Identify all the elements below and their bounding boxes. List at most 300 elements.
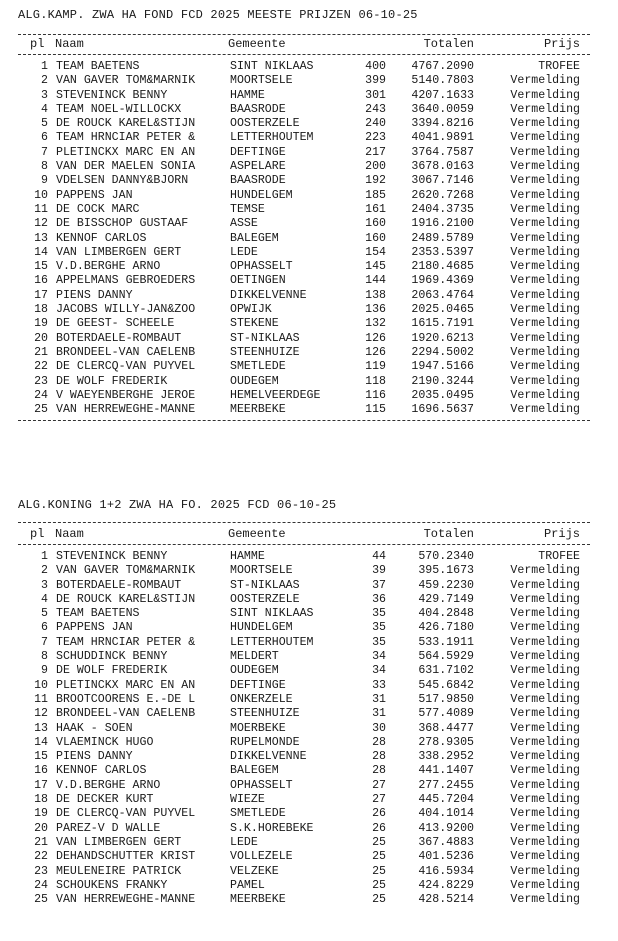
header-pl: pl	[30, 37, 45, 51]
table-row	[18, 203, 590, 217]
count-cell: 160	[365, 231, 386, 245]
name-cell: SCHUDDINCK BENNY	[56, 650, 168, 664]
totalen-cell: 2063.4764	[411, 288, 474, 302]
totalen-cell: 2025.0465	[411, 303, 474, 317]
rank-cell: 25	[34, 893, 48, 907]
table-header	[18, 37, 590, 54]
count-cell: 223	[365, 131, 386, 145]
rank-cell: 20	[34, 331, 48, 345]
name-cell: DE CLERCQ-VAN PUYVEL	[56, 807, 196, 821]
count-cell: 25	[372, 878, 386, 892]
rank-cell: 8	[41, 160, 48, 174]
rank-cell: 9	[41, 174, 48, 188]
name-cell: MEULENEIRE PATRICK	[56, 864, 182, 878]
count-cell: 136	[365, 303, 386, 317]
table-row	[18, 836, 590, 850]
prijs-cell: Vermelding	[510, 664, 580, 678]
gemeente-cell: LEDE	[230, 835, 258, 849]
count-cell: 118	[365, 374, 386, 388]
count-cell: 116	[365, 388, 386, 402]
totalen-cell: 533.1911	[418, 635, 474, 649]
count-cell: 35	[372, 621, 386, 635]
rank-cell: 13	[34, 721, 48, 735]
rank-cell: 14	[34, 735, 48, 749]
name-cell: PAREZ-V D WALLE	[56, 821, 161, 835]
totalen-cell: 570.2340	[418, 550, 474, 563]
rank-cell: 17	[34, 288, 48, 302]
table-row	[18, 332, 590, 346]
divider	[18, 420, 590, 421]
table-row	[18, 60, 590, 74]
prijs-cell: Vermelding	[510, 231, 580, 245]
gemeente-cell: MOORTSELE	[230, 74, 293, 88]
rank-cell: 18	[34, 303, 48, 317]
header-gemeente: Gemeente	[228, 37, 286, 51]
gemeente-cell: OPHASSELT	[230, 260, 293, 274]
prijs-cell: Vermelding	[510, 345, 580, 359]
totalen-cell: 1920.6213	[411, 331, 474, 345]
rank-cell: 5	[41, 117, 48, 131]
name-cell: DE ROUCK KAREL&STIJN	[56, 592, 196, 606]
rank-cell: 22	[34, 360, 48, 374]
table-row	[18, 779, 590, 793]
count-cell: 31	[372, 692, 386, 706]
gemeente-cell: ST-NIKLAAS	[230, 578, 300, 592]
table-row	[18, 579, 590, 593]
count-cell: 126	[365, 345, 386, 359]
table-row	[18, 403, 590, 417]
table-row	[18, 117, 590, 131]
prijs-cell: Vermelding	[510, 202, 580, 216]
totalen-cell: 277.2455	[418, 778, 474, 792]
name-cell: BROOTCOORENS E.-DE L	[56, 692, 196, 706]
name-cell: VAN GAVER TOM&MARNIK	[56, 74, 196, 88]
prijs-cell: Vermelding	[510, 678, 580, 692]
count-cell: 138	[365, 288, 386, 302]
count-cell: 31	[372, 707, 386, 721]
totalen-cell: 4207.1633	[411, 88, 474, 102]
gemeente-cell: BAASRODE	[230, 102, 286, 116]
gemeente-cell: SINT NIKLAAS	[230, 60, 314, 73]
name-cell: TEAM HRNCIAR PETER &	[56, 131, 196, 145]
totalen-cell: 2489.5789	[411, 231, 474, 245]
totalen-cell: 3394.8216	[411, 117, 474, 131]
totalen-cell: 428.5214	[418, 893, 474, 907]
name-cell: VDELSEN DANNY&BJORN	[56, 174, 189, 188]
name-cell: TEAM NOEL-WILLOCKX	[56, 102, 182, 116]
prijs-cell: Vermelding	[510, 592, 580, 606]
name-cell: DE GEEST- SCHEELE	[56, 317, 175, 331]
gemeente-cell: OOSTERZELE	[230, 117, 300, 131]
name-cell: DE DECKER KURT	[56, 793, 154, 807]
prijs-cell: TROFEE	[538, 550, 580, 563]
rank-cell: 12	[34, 217, 48, 231]
gemeente-cell: OUDEGEM	[230, 664, 279, 678]
totalen-cell: 413.9200	[418, 821, 474, 835]
totalen-cell: 278.9305	[418, 735, 474, 749]
rank-cell: 25	[34, 403, 48, 417]
totalen-cell: 2294.5002	[411, 345, 474, 359]
rank-cell: 10	[34, 188, 48, 202]
count-cell: 26	[372, 821, 386, 835]
count-cell: 144	[365, 274, 386, 288]
rank-cell: 1	[41, 550, 48, 563]
name-cell: VAN HERREWEGHE-MANNE	[56, 403, 196, 417]
rank-cell: 15	[34, 750, 48, 764]
prijs-cell: Vermelding	[510, 735, 580, 749]
prijs-cell: TROFEE	[538, 60, 580, 73]
rank-cell: 6	[41, 621, 48, 635]
header-gemeente: Gemeente	[228, 527, 286, 541]
totalen-cell: 564.5929	[418, 650, 474, 664]
rank-cell: 17	[34, 778, 48, 792]
totalen-cell: 401.5236	[418, 850, 474, 864]
table-row	[18, 160, 590, 174]
table-row	[18, 607, 590, 621]
totalen-cell: 3640.0059	[411, 102, 474, 116]
gemeente-cell: HEMELVEERDEGE	[230, 388, 321, 402]
gemeente-cell: RUPELMONDE	[230, 735, 300, 749]
count-cell: 39	[372, 564, 386, 578]
table-row	[18, 174, 590, 188]
gemeente-cell: WIEZE	[230, 793, 265, 807]
gemeente-cell: LETTERHOUTEM	[230, 635, 314, 649]
table-row	[18, 260, 590, 274]
prijs-cell: Vermelding	[510, 274, 580, 288]
table-row	[18, 807, 590, 821]
table-row	[18, 564, 590, 578]
count-cell: 25	[372, 835, 386, 849]
rank-cell: 3	[41, 88, 48, 102]
count-cell: 34	[372, 664, 386, 678]
name-cell: VAN LIMBERGEN GERT	[56, 835, 182, 849]
prijs-cell: Vermelding	[510, 850, 580, 864]
gemeente-cell: OUDEGEM	[230, 374, 279, 388]
totalen-cell: 631.7102	[418, 664, 474, 678]
name-cell: DE CLERCQ-VAN PUYVEL	[56, 360, 196, 374]
rank-cell: 24	[34, 388, 48, 402]
prijs-cell: Vermelding	[510, 707, 580, 721]
ranking-section-kampioenschap	[18, 6, 590, 421]
count-cell: 25	[372, 893, 386, 907]
totalen-cell: 2620.7268	[411, 188, 474, 202]
prijs-cell: Vermelding	[510, 403, 580, 417]
rank-cell: 10	[34, 678, 48, 692]
prijs-cell: Vermelding	[510, 360, 580, 374]
count-cell: 132	[365, 317, 386, 331]
name-cell: PAPPENS JAN	[56, 621, 133, 635]
name-cell: KENNOF CARLOS	[56, 231, 147, 245]
totalen-cell: 445.7204	[418, 793, 474, 807]
gemeente-cell: OPWIJK	[230, 303, 272, 317]
gemeente-cell: STEKENE	[230, 317, 279, 331]
rank-cell: 4	[41, 592, 48, 606]
prijs-cell: Vermelding	[510, 807, 580, 821]
totalen-cell: 1615.7191	[411, 317, 474, 331]
gemeente-cell: ST-NIKLAAS	[230, 331, 300, 345]
count-cell: 301	[365, 88, 386, 102]
rank-cell: 23	[34, 864, 48, 878]
prijs-cell: Vermelding	[510, 621, 580, 635]
totalen-cell: 4767.2090	[411, 60, 474, 73]
totalen-cell: 424.8229	[418, 878, 474, 892]
count-cell: 27	[372, 778, 386, 792]
rank-cell: 5	[41, 607, 48, 621]
prijs-cell: Vermelding	[510, 692, 580, 706]
rank-cell: 13	[34, 231, 48, 245]
gemeente-cell: DEFTINGE	[230, 145, 286, 159]
header-totalen: Totalen	[423, 37, 474, 51]
table-row	[18, 131, 590, 145]
table-row	[18, 89, 590, 103]
count-cell: 399	[365, 74, 386, 88]
table-row	[18, 593, 590, 607]
prijs-cell: Vermelding	[510, 750, 580, 764]
totalen-cell: 2035.0495	[411, 388, 474, 402]
name-cell: HAAK - SOEN	[56, 721, 133, 735]
table-row	[18, 679, 590, 693]
prijs-cell: Vermelding	[510, 793, 580, 807]
name-cell: DE WOLF FREDERIK	[56, 664, 168, 678]
section-title: ALG.KAMP. ZWA HA FOND FCD 2025 MEESTE PRIJZEN 06-10-25	[18, 8, 418, 22]
count-cell: 192	[365, 174, 386, 188]
header-naam: Naam	[55, 37, 84, 51]
name-cell: TEAM HRNCIAR PETER &	[56, 635, 196, 649]
prijs-cell: Vermelding	[510, 821, 580, 835]
prijs-cell: Vermelding	[510, 117, 580, 131]
totalen-cell: 426.7180	[418, 621, 474, 635]
totalen-cell: 441.1407	[418, 764, 474, 778]
rank-cell: 11	[34, 692, 48, 706]
gemeente-cell: BAASRODE	[230, 174, 286, 188]
gemeente-cell: OPHASSELT	[230, 778, 293, 792]
gemeente-cell: SINT NIKLAAS	[230, 607, 314, 621]
name-cell: JACOBS WILLY-JAN&ZOO	[56, 303, 196, 317]
table-row	[18, 793, 590, 807]
name-cell: STEVENINCK BENNY	[56, 88, 168, 102]
count-cell: 119	[365, 360, 386, 374]
count-cell: 30	[372, 721, 386, 735]
prijs-cell: Vermelding	[510, 260, 580, 274]
gemeente-cell: MEERBEKE	[230, 893, 286, 907]
totalen-cell: 577.4089	[418, 707, 474, 721]
count-cell: 35	[372, 607, 386, 621]
count-cell: 217	[365, 145, 386, 159]
rank-cell: 14	[34, 245, 48, 259]
gemeente-cell: TEMSE	[230, 202, 265, 216]
prijs-cell: Vermelding	[510, 88, 580, 102]
totalen-cell: 4041.9891	[411, 131, 474, 145]
gemeente-cell: STEENHUIZE	[230, 707, 300, 721]
totalen-cell: 2190.3244	[411, 374, 474, 388]
count-cell: 44	[372, 550, 386, 563]
count-cell: 36	[372, 592, 386, 606]
name-cell: PIENS DANNY	[56, 750, 133, 764]
name-cell: V WAEYENBERGHE JEROE	[56, 388, 196, 402]
totalen-cell: 1696.5637	[411, 403, 474, 417]
prijs-cell: Vermelding	[510, 217, 580, 231]
name-cell: BRONDEEL-VAN CAELENB	[56, 707, 196, 721]
count-cell: 35	[372, 635, 386, 649]
count-cell: 161	[365, 202, 386, 216]
rank-cell: 19	[34, 807, 48, 821]
count-cell: 25	[372, 850, 386, 864]
table-row	[18, 274, 590, 288]
prijs-cell: Vermelding	[510, 650, 580, 664]
gemeente-cell: BALEGEM	[230, 764, 279, 778]
gemeente-cell: SMETLEDE	[230, 360, 286, 374]
name-cell: SCHOUKENS FRANKY	[56, 878, 168, 892]
count-cell: 27	[372, 793, 386, 807]
name-cell: BOTERDAELE-ROMBAUT	[56, 331, 182, 345]
gemeente-cell: OOSTERZELE	[230, 592, 300, 606]
divider	[18, 522, 590, 523]
prijs-cell: Vermelding	[510, 131, 580, 145]
gemeente-cell: HUNDELGEM	[230, 188, 293, 202]
prijs-cell: Vermelding	[510, 764, 580, 778]
count-cell: 185	[365, 188, 386, 202]
table-row	[18, 217, 590, 231]
prijs-cell: Vermelding	[510, 74, 580, 88]
name-cell: TEAM BAETENS	[56, 607, 140, 621]
prijs-cell: Vermelding	[510, 635, 580, 649]
gemeente-cell: ONKERZELE	[230, 692, 293, 706]
table-row	[18, 893, 590, 907]
gemeente-cell: PAMEL	[230, 878, 265, 892]
name-cell: VAN GAVER TOM&MARNIK	[56, 564, 196, 578]
name-cell: DE WOLF FREDERIK	[56, 374, 168, 388]
divider	[18, 544, 590, 545]
rank-cell: 20	[34, 821, 48, 835]
gemeente-cell: MEERBEKE	[230, 403, 286, 417]
gemeente-cell: HUNDELGEM	[230, 621, 293, 635]
gemeente-cell: VELZEKE	[230, 864, 279, 878]
rank-cell: 21	[34, 835, 48, 849]
name-cell: DE COCK MARC	[56, 202, 140, 216]
table-row	[18, 865, 590, 879]
gemeente-cell: ASPELARE	[230, 160, 286, 174]
name-cell: VAN DER MAELEN SONIA	[56, 160, 196, 174]
name-cell: BOTERDAELE-ROMBAUT	[56, 578, 182, 592]
divider	[18, 54, 590, 55]
table-row	[18, 246, 590, 260]
rank-cell: 18	[34, 793, 48, 807]
header-naam: Naam	[55, 527, 84, 541]
count-cell: 37	[372, 578, 386, 592]
rank-cell: 21	[34, 345, 48, 359]
totalen-cell: 368.4477	[418, 721, 474, 735]
rank-cell: 7	[41, 145, 48, 159]
rank-cell: 2	[41, 564, 48, 578]
count-cell: 28	[372, 735, 386, 749]
rank-cell: 16	[34, 274, 48, 288]
name-cell: KENNOF CARLOS	[56, 764, 147, 778]
table-row	[18, 707, 590, 721]
table-row	[18, 103, 590, 117]
rank-cell: 12	[34, 707, 48, 721]
rank-cell: 7	[41, 635, 48, 649]
totalen-cell: 459.2230	[418, 578, 474, 592]
table-row	[18, 289, 590, 303]
name-cell: PIENS DANNY	[56, 288, 133, 302]
table-row	[18, 232, 590, 246]
gemeente-cell: LEDE	[230, 245, 258, 259]
table-row	[18, 621, 590, 635]
table-row	[18, 346, 590, 360]
name-cell: VAN LIMBERGEN GERT	[56, 245, 182, 259]
table-row	[18, 822, 590, 836]
name-cell: DEHANDSCHUTTER KRIST	[56, 850, 196, 864]
prijs-cell: Vermelding	[510, 303, 580, 317]
prijs-cell: Vermelding	[510, 878, 580, 892]
rank-cell: 2	[41, 74, 48, 88]
table-row	[18, 850, 590, 864]
name-cell: V.D.BERGHE ARNO	[56, 260, 161, 274]
totalen-cell: 2180.4685	[411, 260, 474, 274]
count-cell: 28	[372, 750, 386, 764]
ranking-section-koning	[18, 496, 590, 907]
ranking-table-body	[18, 550, 590, 907]
prijs-cell: Vermelding	[510, 145, 580, 159]
prijs-cell: Vermelding	[510, 721, 580, 735]
prijs-cell: Vermelding	[510, 835, 580, 849]
name-cell: VAN HERREWEGHE-MANNE	[56, 893, 196, 907]
gemeente-cell: ASSE	[230, 217, 258, 231]
totalen-cell: 338.2952	[418, 750, 474, 764]
totalen-cell: 545.6842	[418, 678, 474, 692]
table-row	[18, 693, 590, 707]
divider	[18, 34, 590, 35]
totalen-cell: 395.1673	[418, 564, 474, 578]
table-row	[18, 303, 590, 317]
totalen-cell: 3764.7587	[411, 145, 474, 159]
header-totalen: Totalen	[423, 527, 474, 541]
header-prijs: Prijs	[543, 527, 580, 541]
rank-cell: 22	[34, 850, 48, 864]
gemeente-cell: DIKKELVENNE	[230, 288, 307, 302]
count-cell: 160	[365, 217, 386, 231]
table-row	[18, 736, 590, 750]
table-row	[18, 74, 590, 88]
table-row	[18, 146, 590, 160]
count-cell: 145	[365, 260, 386, 274]
name-cell: PLETINCKX MARC EN AN	[56, 678, 196, 692]
rank-cell: 19	[34, 317, 48, 331]
totalen-cell: 1916.2100	[411, 217, 474, 231]
count-cell: 154	[365, 245, 386, 259]
table-row	[18, 650, 590, 664]
gemeente-cell: MOORTSELE	[230, 564, 293, 578]
gemeente-cell: STEENHUIZE	[230, 345, 300, 359]
rank-cell: 1	[41, 60, 48, 73]
rank-cell: 6	[41, 131, 48, 145]
gemeente-cell: HAMME	[230, 550, 265, 563]
gemeente-cell: VOLLEZELE	[230, 850, 293, 864]
ranking-table-body	[18, 60, 590, 417]
totalen-cell: 3067.7146	[411, 174, 474, 188]
gemeente-cell: LETTERHOUTEM	[230, 131, 314, 145]
prijs-cell: Vermelding	[510, 564, 580, 578]
prijs-cell: Vermelding	[510, 174, 580, 188]
gemeente-cell: SMETLEDE	[230, 807, 286, 821]
prijs-cell: Vermelding	[510, 160, 580, 174]
name-cell: APPELMANS GEBROEDERS	[56, 274, 196, 288]
name-cell: STEVENINCK BENNY	[56, 550, 168, 563]
prijs-cell: Vermelding	[510, 864, 580, 878]
totalen-cell: 404.2848	[418, 607, 474, 621]
rank-cell: 24	[34, 878, 48, 892]
section-title: ALG.KONING 1+2 ZWA HA FO. 2025 FCD 06-10-25	[18, 498, 337, 512]
